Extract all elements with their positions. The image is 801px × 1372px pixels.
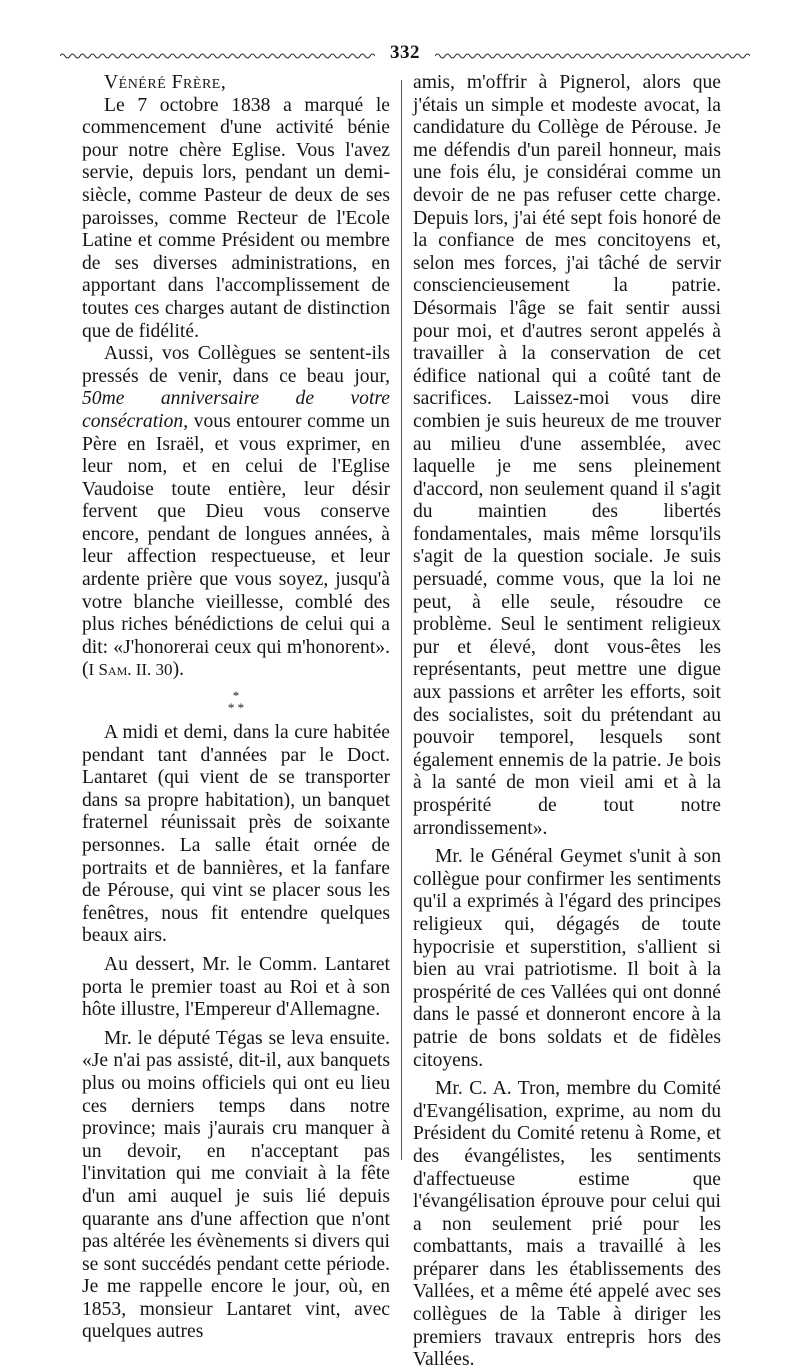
right-column bbox=[413, 72, 721, 1372]
paragraph-banquet: A midi et demi, dans la cure habitée pendant tant d'années par le Doct. Lantaret (qui vient de se transporter dans sa propre habitation), un banquet fraternel réunissait près de soixante personnes. La salle était ornée de portraits et de bannières, et la fanfare de Pérouse, qui vint se placer sous les fenêtres, nous fit entendre quelques beaux airs. bbox=[82, 722, 390, 947]
colleagues-text-end: vous entourer comme un Père en Israël, et vous exprimer, en leur nom, et en celui de l'Eglise Vaudoise toute entière, leur désir fervent que Dieu vous conserve encore, pendant de longues années, à leur affection respectueuse, et leur ardente prière que vous soyez, jusqu'à votre blanche vieillesse, comblé des plus riches bénédictions de celui qui a dit: «J'honorerai ceux qui m'honorent». ( bbox=[82, 410, 390, 681]
paragraph-tron: Mr. C. A. Tron, membre du Comité d'Evangélisation, exprime, au nom du Président du Comité retenu à Rome, et des évangélistes, les sentiments d'affectueuse estime que l'évangélisation éprouve pour celui qui a non seulement prié pour les combattants, mais a travaillé à les préparer dans les établissements des Vallées, et a même été appelé avec ses collègues de la Table à diriger les premiers travaux entrepris hors des Vallées. bbox=[413, 1078, 721, 1371]
section-asterism bbox=[82, 690, 390, 714]
left-column bbox=[82, 72, 390, 1344]
anniversary-italic: 50me anniversaire de votre consécration, bbox=[82, 388, 390, 432]
reference-close: ). bbox=[172, 659, 184, 681]
asterism-top: * bbox=[232, 688, 240, 704]
paragraph-colleagues bbox=[82, 343, 390, 682]
paragraph-tegas-speech: Mr. le député Tégas se leva ensuite. «Je n'ai pas assisté, dit-il, aux banquets plus ou moins officiels qui ont eu lieu ces derniers temps dans notre province; mais j'aurais cru manquer à un devoir, en n'acceptant pas l'invitation qui me conviait à la fête d'un ami auquel je suis lié depuis quarante ans d'une affection que n'ont pas altérée les évènements si divers qui se sont succédés pendant cette période. Je me rappelle encore le jour, où, en 1853, monsieur Lantaret vint, avec quelques autres bbox=[82, 1027, 390, 1343]
page-number: 332 bbox=[390, 42, 420, 63]
paragraph-geymet: Mr. le Général Geymet s'unit à son collègue pour confirmer les sentiments qu'il a exprimés à l'égard des principes religieux qui, dégagés de toute hypocrisie et superstition, s'allient si bien au vrai patriotisme. Il boit à la prospérité de ces Vallées qui ont donné dans le passé et donneront encore à la patrie de bons soldats et de fidèles citoyens. bbox=[413, 846, 721, 1071]
paragraph-anniversary: Le 7 octobre 1838 a marqué le commencement d'une activité bénie pour notre chère Eglise. Vous l'avez servie, depuis lors, pendant un demi-siècle, comme Pasteur de deux de ses paroisses, comme Recteur de l'Ecole Latine et comme Président ou membre de ses diverses administrations, en apportant dans l'accomplissement de toutes ces charges autant de distinction que de fidélité. bbox=[82, 94, 390, 342]
paragraph-speech-continued: amis, m'offrir à Pignerol, alors que j'étais un simple et modeste avocat, la candidature du Collège de Pérouse. Je me défendis d'un pareil honneur, mais une fois élu, je considérai comme un devoir de ne pas refuser cette charge. Depuis lors, j'ai été sept fois honoré de la confiance de mes concitoyens et, selon mes forces, j'ai tâché de servir consciencieusement la patrie. Désormais l'âge se fait sentir aussi pour moi, et d'autres seront appelés à travailler à la conservation de cet édifice national qui a coûté tant de sacrifices. Laissez-moi vous dire combien je suis heureux de me trouver au milieu d'une assemblée, avec laquelle je me sens pleinement d'accord, non seulement quand il s'agit du maintien des libertés fondamentales, mais même lorsqu'ils s'agit de la question sociale. Je suis persuadé, comme vous, que la loi ne peut, à elle seule, résoudre ce problème. Seul le sentiment religieux pur et élevé, dont vous-êtes les représentants, peut mettre une digue aux passions et arrêter les efforts, soit des socialistes, soit du prétendant au pouvoir temporel, lesquels sont également ennemis de la patrie. Je bois à la santé de mon vieil ami et à la prospérité de tout notre arrondissement». bbox=[413, 72, 721, 839]
salutation: Vénéré Frère, bbox=[104, 72, 227, 93]
page-header bbox=[60, 42, 750, 66]
bible-reference: I Sam. II. 30 bbox=[88, 660, 173, 680]
header-ornament-right bbox=[435, 52, 750, 60]
asterism-bottom: * * bbox=[227, 700, 245, 716]
column-divider bbox=[401, 80, 402, 1160]
paragraph-toast: Au dessert, Mr. le Comm. Lantaret porta le premier toast au Roi et à son hôte illustre, l'Empereur d'Allemagne. bbox=[82, 953, 390, 1021]
colleagues-text-start: Aussi, vos Collègues se sentent-ils pressés de venir, dans ce beau jour, bbox=[82, 343, 390, 387]
